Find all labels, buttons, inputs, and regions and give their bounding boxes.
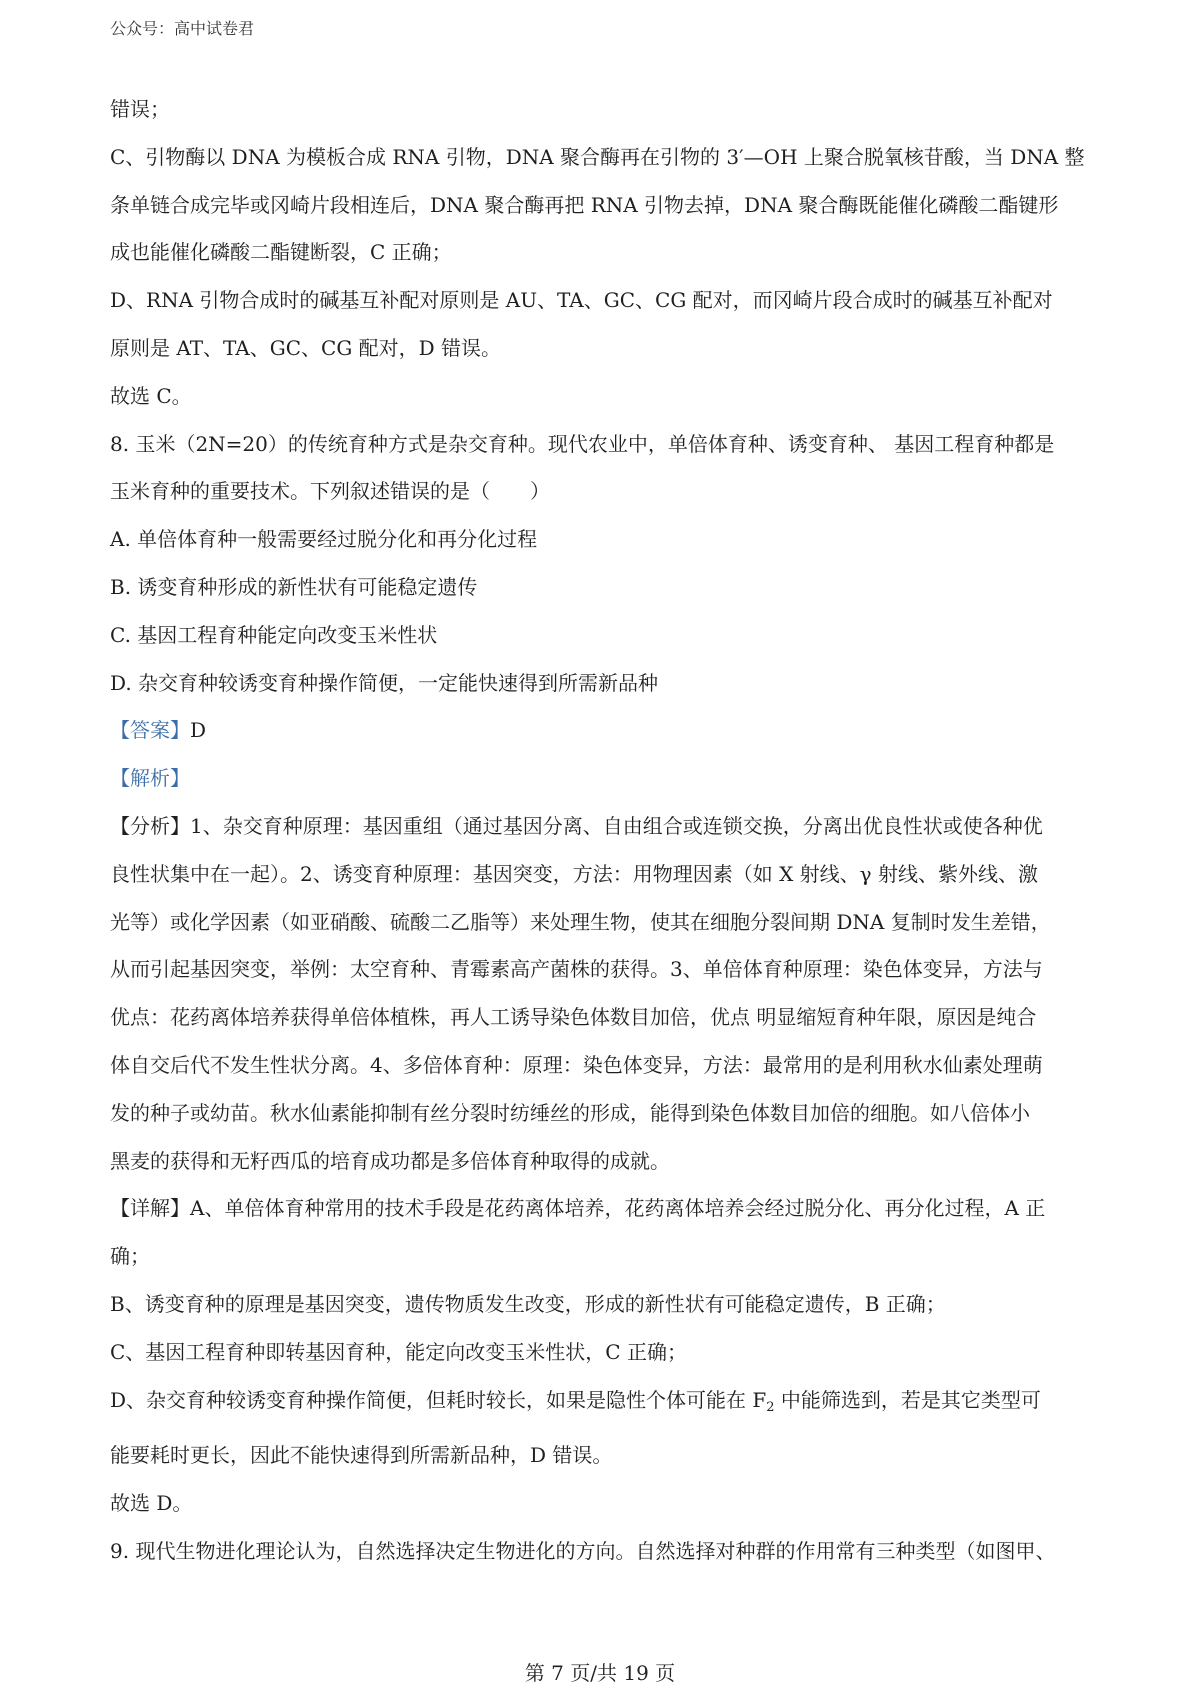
text-fragment: 中能筛选到，若是其它类型可 [774,1387,1041,1412]
text-line: B、诱变育种的原理是基因突变，遗传物质发生改变，形成的新性状有可能稳定遗传，B 正确； [110,1291,946,1316]
text-line: D、RNA 引物合成时的碱基互补配对原则是 AU、TA、GC、CG 配对，而冈崎片段合成时的碱基互补配对 [110,288,1053,313]
text-line: 优点：花药离体培养获得单倍体植株，再人工诱导染色体数目加倍，优点 明显缩短育种年限，原因是纯合 [110,1005,1037,1030]
text-fragment: D、杂交育种较诱变育种操作简便，但耗时较长，如果是隐性个体可能在 F [110,1387,767,1412]
text-line: 光等）或化学因素（如亚硝酸、硫酸二乙脂等）来处理生物，使其在细胞分裂间期 DNA 复制时发生差错， [110,909,1051,934]
text-line: 从而引起基因突变，举例：太空育种、青霉素高产菌株的获得。3、单倍体育种原理：染色体变异，方法与 [110,957,1043,982]
text-line: 确； [110,1244,150,1269]
text-line: 能要耗时更长，因此不能快速得到所需新品种，D 错误。 [110,1443,613,1468]
text-line [110,1385,1100,1423]
analysis-label: 【解析】 [110,766,190,791]
page-header: 公众号：高中试卷君 [110,19,255,38]
option-b: B. 诱变育种形成的新性状有可能稳定遗传 [110,574,478,599]
answer-label: 【答案】 [110,718,190,743]
question-8-stem: 玉米育种的重要技术。下列叙述错误的是（ ） [110,479,550,504]
document-body [110,94,1100,1584]
answer-line [110,715,1100,745]
text-line: 【分析】1、杂交育种原理：基因重组（通过基因分离、自由组合或连锁交换，分离出优良性状或使各种优 [110,813,1043,838]
subscript: 2 [766,1399,775,1415]
answer-value: D [190,718,207,743]
text-line: 故选 C。 [110,383,192,408]
text-line: 发的种子或幼苗。秋水仙素能抑制有丝分裂时纺缍丝的形成，能得到染色体数目加倍的细胞。如八倍体小 [110,1100,1030,1125]
text-line: 成也能催化磷酸二酯键断裂，C 正确； [110,240,452,265]
option-d: D. 杂交育种较诱变育种操作简便，一定能快速得到所需新品种 [110,670,659,695]
text-line: C、基因工程育种即转基因育种，能定向改变玉米性状，C 正确； [110,1339,687,1364]
text-line: 故选 D。 [110,1491,193,1516]
page-footer: 第 7 页/共 19 页 [524,1661,676,1685]
text-line: 黑麦的获得和无籽西瓜的培育成功都是多倍体育种取得的成就。 [110,1148,670,1173]
text-line: 原则是 AT、TA、GC、CG 配对，D 错误。 [110,335,502,360]
text-line: 【详解】A、单倍体育种常用的技术手段是花药离体培养，花药离体培养会经过脱分化、再分化过程，A 正 [110,1196,1046,1221]
text-line: 良性状集中在一起）。2、诱变育种原理：基因突变，方法：用物理因素（如 X 射线、γ 射线、紫外线、激 [110,861,1038,886]
question-9-stem: 9. 现代生物进化理论认为，自然选择决定生物进化的方向。自然选择对种群的作用常有三种类型（如图甲、 [110,1538,1056,1563]
option-c: C. 基因工程育种能定向改变玉米性状 [110,622,438,647]
text-line: C、引物酶以 DNA 为模板合成 RNA 引物，DNA 聚合酶再在引物的 3′—OH 上聚合脱氧核苷酸，当 DNA 整 [110,144,1085,169]
text-line: 条单链合成完毕或冈崎片段相连后，DNA 聚合酶再把 RNA 引物去掉，DNA 聚合酶既能催化磷酸二酯键形 [110,192,1059,217]
text-line: 体自交后代不发生性状分离。4、多倍体育种：原理：染色体变异，方法：最常用的是利用秋水仙素处理萌 [110,1052,1043,1077]
text-line: 错误； [110,97,170,121]
question-8-stem: 8. 玉米（2N=20）的传统育种方式是杂交育种。现代农业中，单倍体育种、诱变育种、 基因工程育种都是 [110,431,1055,456]
option-a: A. 单倍体育种一般需要经过脱分化和再分化过程 [110,527,538,552]
